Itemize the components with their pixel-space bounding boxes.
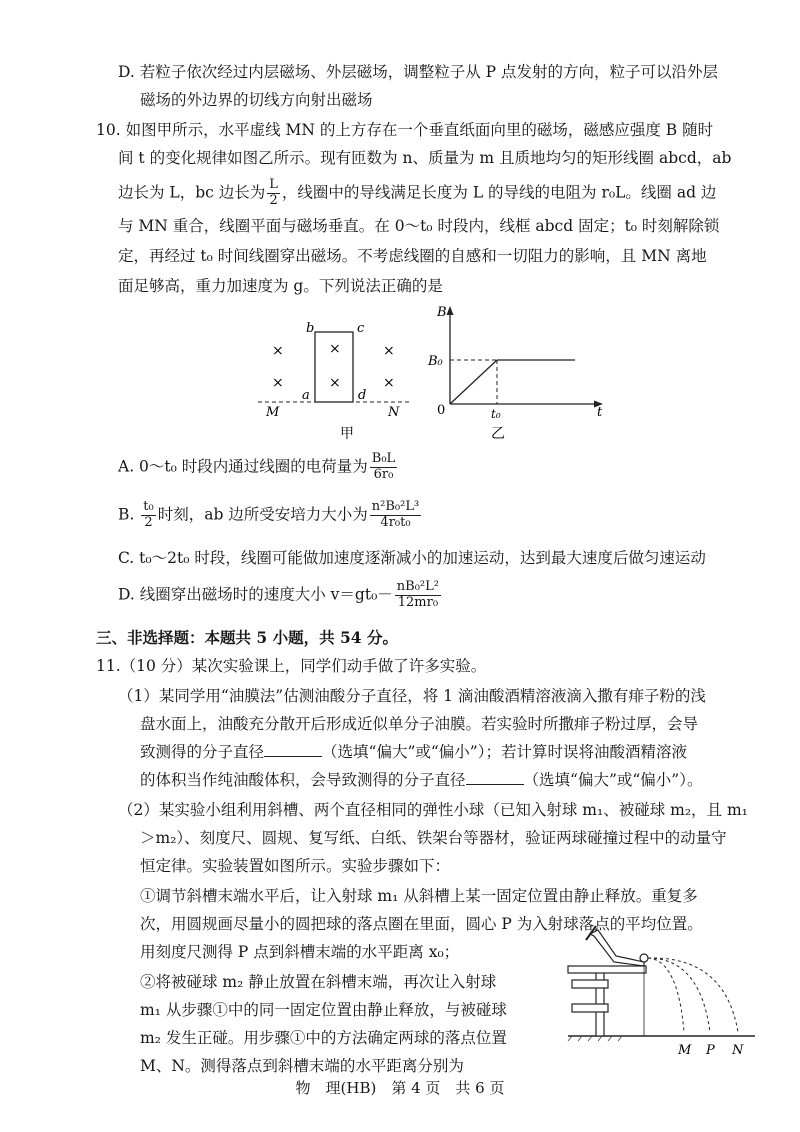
- figure-yi-caption: 乙: [491, 426, 505, 440]
- q11-step1-line2: 次，用圆规画尽量小的圆把球的落点圈在里面，圆心 P 为入射球落点的平均位置。: [140, 915, 703, 933]
- q11-step2-line4: M、N。测得落点到斜槽末端的水平距离分别为: [140, 1057, 464, 1075]
- q10-option-b: [118, 500, 423, 531]
- frac-numerator: L: [269, 177, 278, 192]
- stand-upper-bar: [572, 980, 608, 988]
- q10-stem-line3: [118, 178, 716, 209]
- frac-denominator: 12mr₀: [397, 594, 439, 610]
- field-cross-mark: ×: [329, 375, 341, 391]
- q11-step2-line1: ②将被碰球 m₂ 静止放置在斜槽末端，再次让入射球: [140, 973, 497, 991]
- option-b-label: B.: [118, 505, 135, 524]
- chute: [590, 930, 644, 966]
- q10-stem-line5: 定，再经过 t₀ 时间线圈穿出磁场。不考虑线圈的自感和一切阻力的影响，且 MN 离地: [118, 247, 707, 265]
- label-M: M: [266, 405, 280, 420]
- collision-apparatus-figure: [560, 920, 760, 1060]
- field-cross-mark: ×: [329, 341, 341, 357]
- label-M: M: [678, 1043, 692, 1058]
- stand-lower-bar: [572, 1004, 608, 1012]
- option-b-text: 时刻，ab 边所受安培力大小为: [157, 505, 368, 524]
- q11-stem: 11.（10 分）某次实验课上，同学们动手做了许多实验。: [96, 657, 487, 675]
- label-N: N: [732, 1043, 744, 1058]
- label-P: P: [706, 1043, 715, 1058]
- frac-numerator: nB₀²L²: [396, 579, 439, 594]
- frac-denominator: 2: [269, 192, 278, 208]
- q9-option-d-line1: D. 若粒子依次经过内层磁场、外层磁场，调整粒子从 P 点发射的方向，粒子可以沿外层: [118, 63, 719, 81]
- label-b: b: [306, 321, 315, 336]
- q11-part1-line2: 盘水面上，油酸充分散开后形成近似单分子油膜。若实验时所撒痱子粉过厚，会导: [140, 715, 699, 733]
- trajectory-M: [648, 958, 684, 1032]
- q11-part1-line3: [140, 740, 687, 765]
- option-d-text: D. 线圈穿出磁场时的速度大小 v＝gt₀－: [118, 585, 393, 604]
- q10-fraction-L-over-2: [267, 178, 280, 209]
- field-cross-mark: ×: [383, 375, 395, 391]
- label-origin: 0: [437, 403, 446, 418]
- q11-step2-line2: m₁ 从步骤①中的同一固定位置由静止释放，与被碰球: [140, 1001, 507, 1019]
- answer-blank-1[interactable]: [264, 742, 322, 757]
- figure-yi: [425, 300, 615, 440]
- q11-part1-line4: [140, 768, 702, 793]
- trajectory-N: [648, 958, 738, 1032]
- q10-stem-line1: 10. 如图甲所示，水平虚线 MN 的上方存在一个垂直纸面向里的磁场，磁感应强度 B 随时: [96, 121, 714, 139]
- q10-stem-line4: 与 MN 重合，线圈平面与磁场垂直。在 0～t₀ 时段内，线框 abcd 固定；t₀ 时刻解除锁: [118, 217, 720, 235]
- q10-option-c: C. t₀～2t₀ 时段，线圈可能做加速度逐渐减小的加速运动，达到最大速度后做匀速运动: [118, 549, 706, 567]
- q11-part2-line3: 恒定律。实验装置如图所示。实验步骤如下：: [140, 857, 451, 875]
- frac-numerator: n²B₀²L³: [371, 499, 420, 514]
- field-cross-mark: ×: [272, 375, 284, 391]
- part1-line3-post: （选填“偏大”或“偏小”）；若计算时误将油酸酒精溶液: [322, 743, 687, 761]
- frac-numerator: B₀L: [371, 451, 396, 466]
- q10-stem-line6: 面足够高，重力加速度为 g。下列说法正确的是: [118, 277, 443, 295]
- answer-blank-2[interactable]: [466, 770, 524, 785]
- q11-step1-line1: ①调节斜槽末端水平后，让入射球 m₁ 从斜槽上某一固定位置由静止释放。重复多: [140, 887, 698, 905]
- q11-step2-line3: m₂ 发生正碰。用步骤①中的方法确定两球的落点位置: [140, 1029, 507, 1047]
- label-c: c: [357, 321, 365, 336]
- part1-line3-pre: 致测得的分子直径: [140, 743, 265, 761]
- figure-jia: [250, 312, 420, 442]
- part1-line4-post: （选填“偏大”或“偏小”）。: [523, 771, 703, 789]
- b-ramp-segment: [450, 360, 497, 404]
- label-a: a: [302, 388, 310, 403]
- q11-part2-line2: ＞m₂）、刻度尺、圆规、复写纸、白纸、铁架台等器材，验证两球碰撞过程中的动量守: [140, 829, 727, 847]
- label-N: N: [388, 405, 400, 420]
- q9-option-d-line2: 磁场的外边界的切线方向射出磁场: [140, 91, 373, 109]
- q11-step1-line3: 用刻度尺测得 P 点到斜槽末端的水平距离 x₀；: [140, 943, 460, 961]
- part1-line4-pre: 的体积当作纯油酸体积，会导致测得的分子直径: [140, 771, 466, 789]
- option-a-text: A. 0～t₀ 时段内通过线圈的电荷量为: [118, 457, 368, 476]
- target-ball: [640, 954, 648, 962]
- option-d-fraction: [395, 580, 441, 611]
- label-t-axis: t: [597, 405, 603, 420]
- q10-stem-line3-post: ，线圈中的导线满足长度为 L 的导线的电阻为 r₀L。线圈 ad 边: [281, 183, 717, 202]
- frac-denominator: 4r₀t₀: [380, 514, 411, 530]
- option-a-fraction: [370, 452, 397, 483]
- option-b-time-fraction: [141, 500, 155, 531]
- frac-denominator: 2: [144, 514, 153, 530]
- table-top: [568, 966, 646, 973]
- q11-part1-line1: （1）某同学用“油膜法”估测油酸分子直径，将 1 滴油酸酒精溶液滴入撒有痱子粉的浅: [118, 687, 706, 705]
- option-b-force-fraction: [370, 500, 421, 531]
- axis-B-arrow: [447, 306, 454, 315]
- section-3-heading: 三、非选择题：本题共 5 小题，共 54 分。: [96, 628, 398, 647]
- page-footer: 物 理(HB) 第 4 页 共 6 页: [295, 1079, 505, 1097]
- frac-denominator: 6r₀: [373, 466, 394, 482]
- label-B0: B₀: [428, 354, 443, 369]
- label-t0: t₀: [491, 407, 501, 421]
- label-B-axis: B: [437, 305, 447, 320]
- q10-stem-line3-pre: 边长为 L，bc 边长为: [118, 183, 266, 202]
- figure-jia-caption: 甲: [340, 426, 354, 442]
- q11-part2-line1: （2）某实验小组利用斜槽、两个直径相同的弹性小球（已知入射球 m₁、被碰球 m₂，且 m₁: [118, 801, 748, 819]
- q10-stem-line2: 间 t 的变化规律如图乙所示。现有匝数为 n、质量为 m 且质地均匀的矩形线圈 abcd，ab: [118, 149, 732, 167]
- field-cross-mark: ×: [383, 343, 395, 359]
- label-d: d: [358, 388, 367, 403]
- frac-numerator: t₀: [143, 499, 154, 514]
- field-cross-mark: ×: [272, 343, 284, 359]
- q10-option-d: [118, 580, 443, 611]
- q10-option-a: [118, 452, 399, 483]
